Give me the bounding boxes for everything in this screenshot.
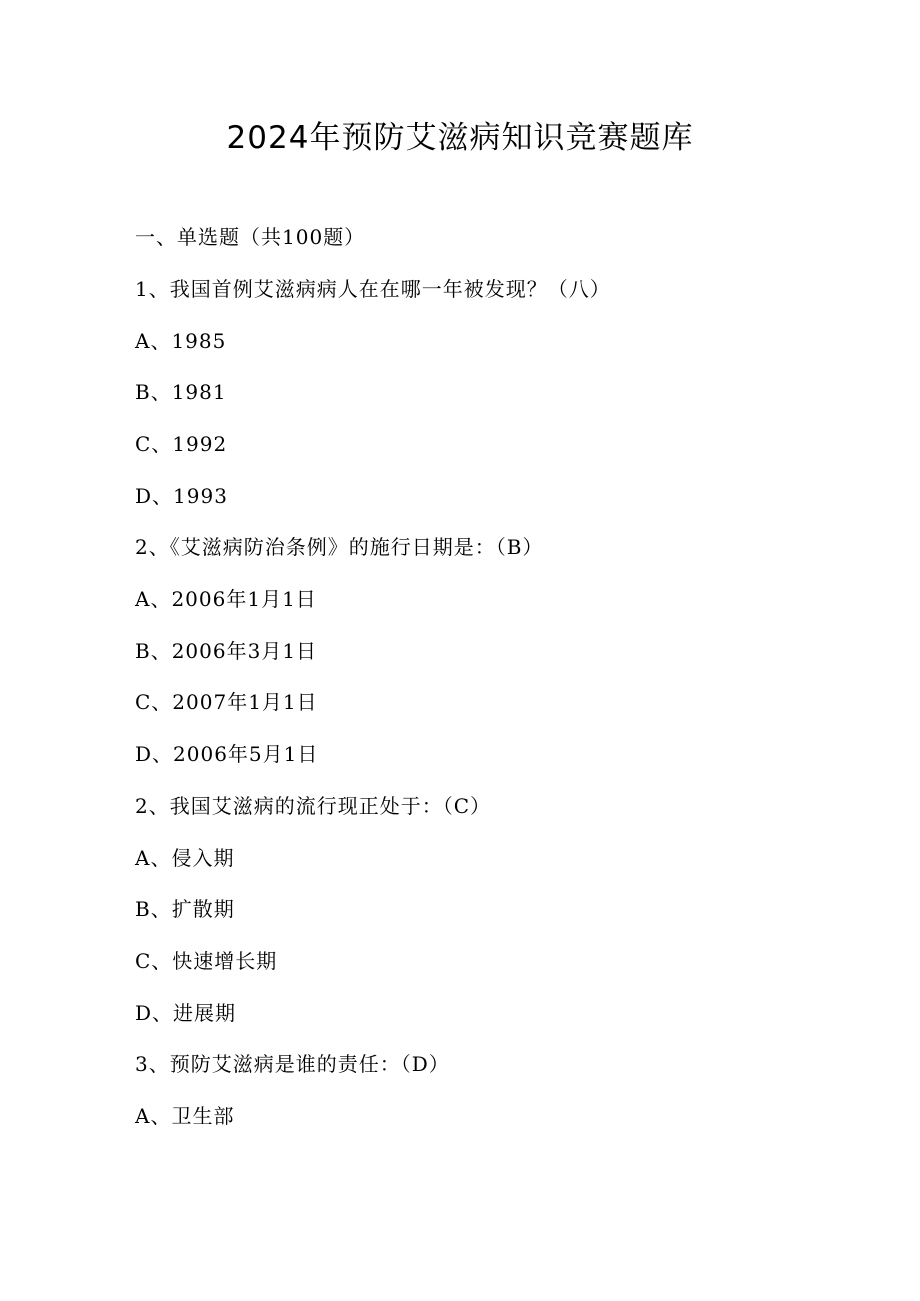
question-3: 2、我国艾滋病的流行现正处于：（C） — [135, 794, 492, 818]
question-3-option-b: B、扩散期 — [135, 897, 235, 921]
question-1-option-a: A、1985 — [135, 329, 227, 353]
question-2-option-c: C、2007年1月1日 — [135, 690, 318, 714]
question-4: 3、预防艾滋病是谁的责任：（D） — [135, 1052, 450, 1076]
question-1-option-c: C、1992 — [135, 432, 228, 456]
question-3-option-a: A、侵入期 — [135, 846, 235, 870]
question-2-option-a: A、2006年1月1日 — [135, 587, 317, 611]
question-2: 2、《艾滋病防治条例》的施行日期是：（B） — [135, 535, 544, 559]
question-3-option-d: D、进展期 — [135, 1001, 237, 1025]
question-1-option-d: D、1993 — [135, 484, 228, 508]
document-title: 2024年预防艾滋病知识竞赛题库 — [226, 120, 694, 156]
question-1: 1、我国首例艾滋病病人在在哪一年被发现？（八） — [135, 277, 611, 301]
question-2-option-b: B、2006年3月1日 — [135, 639, 318, 663]
question-3-option-c: C、快速增长期 — [135, 949, 278, 973]
section-heading: 一、单选题（共100题） — [135, 225, 366, 249]
question-2-option-d: D、2006年5月1日 — [135, 742, 319, 766]
question-4-option-a: A、卫生部 — [135, 1104, 235, 1128]
question-1-option-b: B、1981 — [135, 380, 227, 404]
